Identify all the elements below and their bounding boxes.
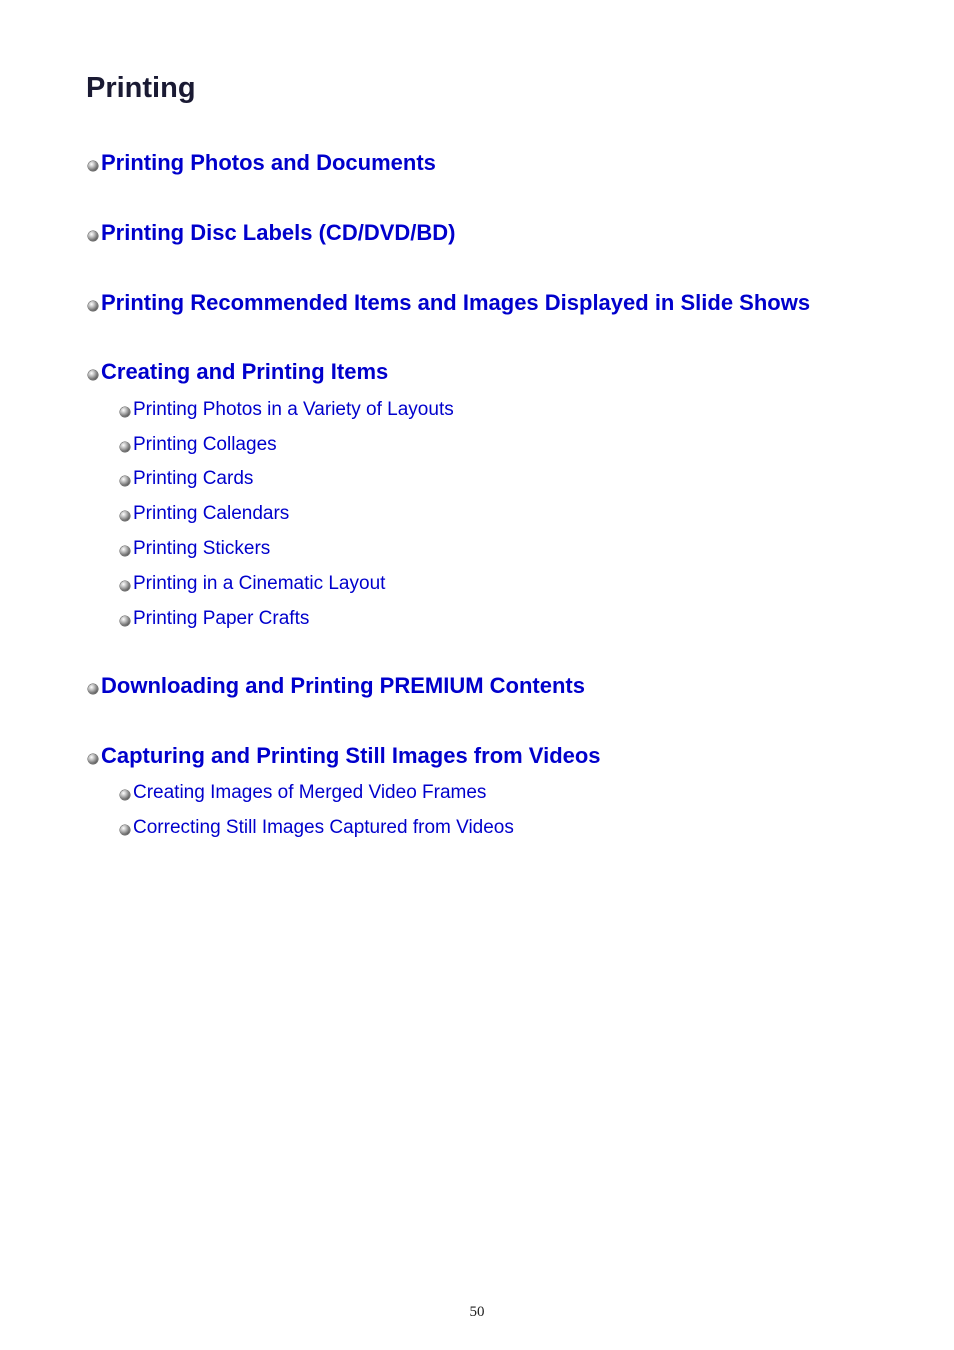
subsection-link-label: Printing in a Cinematic Layout xyxy=(133,573,386,594)
subsection-link-printing-stickers[interactable] xyxy=(120,536,270,562)
bullet-sphere-icon xyxy=(88,301,98,311)
subsection-link-label: Printing Collages xyxy=(133,434,277,455)
section-link-label: Capturing and Printing Still Images from Videos xyxy=(101,743,601,768)
section-link-label: Printing Disc Labels (CD/DVD/BD) xyxy=(101,220,456,245)
section-link-label: Printing Recommended Items and Images Displayed in Slide Shows xyxy=(101,290,811,315)
subsection-link-printing-photos-in-layouts[interactable] xyxy=(120,397,454,423)
section-link-creating-and-printing-items[interactable] xyxy=(88,357,388,387)
bullet-sphere-icon xyxy=(88,161,98,171)
bullet-sphere-icon xyxy=(120,790,130,800)
bullet-sphere-icon xyxy=(120,442,130,452)
section-link-label: Downloading and Printing PREMIUM Contents xyxy=(101,673,585,698)
subsection-link-label: Printing Cards xyxy=(133,468,254,489)
subsection-link-label: Printing Paper Crafts xyxy=(133,608,310,629)
bullet-sphere-icon xyxy=(88,231,98,241)
bullet-sphere-icon xyxy=(88,370,98,380)
section-link-label: Creating and Printing Items xyxy=(101,359,389,384)
subsection-link-label: Printing Stickers xyxy=(133,538,271,559)
subsection-link-printing-cinematic-layout[interactable] xyxy=(120,571,385,597)
section-link-capturing-still-images[interactable] xyxy=(88,741,601,771)
bullet-sphere-icon xyxy=(120,581,130,591)
section-link-downloading-premium-contents[interactable] xyxy=(88,671,585,701)
subsection-link-label: Correcting Still Images Captured from Videos xyxy=(133,817,514,838)
bullet-sphere-icon xyxy=(88,684,98,694)
subsection-link-label: Printing Photos in a Variety of Layouts xyxy=(133,399,454,420)
subsection-link-printing-paper-crafts[interactable] xyxy=(120,606,309,632)
subsection-link-printing-collages[interactable] xyxy=(120,432,277,458)
section-link-printing-photos-and-documents[interactable] xyxy=(88,148,436,178)
page-number: 50 xyxy=(469,1304,485,1320)
subsection-link-label: Printing Calendars xyxy=(133,503,290,524)
subsection-link-printing-cards[interactable] xyxy=(120,466,253,492)
section-link-label: Printing Photos and Documents xyxy=(101,150,436,175)
section-link-printing-disc-labels[interactable] xyxy=(88,218,455,248)
subsection-link-correcting-still-images[interactable] xyxy=(120,815,514,841)
bullet-sphere-icon xyxy=(120,546,130,556)
bullet-sphere-icon xyxy=(120,407,130,417)
page-title: Printing xyxy=(86,72,196,104)
bullet-sphere-icon xyxy=(120,476,130,486)
bullet-sphere-icon xyxy=(120,616,130,626)
subsection-link-label: Creating Images of Merged Video Frames xyxy=(133,782,487,803)
bullet-sphere-icon xyxy=(120,511,130,521)
bullet-sphere-icon xyxy=(120,825,130,835)
subsection-link-printing-calendars[interactable] xyxy=(120,501,289,527)
section-link-printing-recommended-items[interactable] xyxy=(88,288,810,318)
subsection-link-merged-video-frames[interactable] xyxy=(120,780,486,806)
bullet-sphere-icon xyxy=(88,754,98,764)
